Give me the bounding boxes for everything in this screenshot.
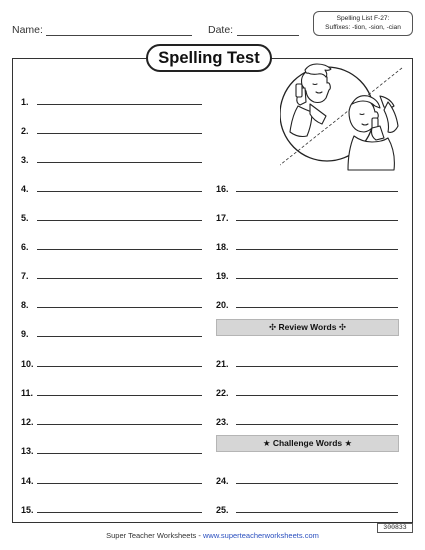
spelling-list-info — [313, 11, 413, 36]
left-answer-row — [21, 355, 202, 369]
right-answer-row — [216, 296, 398, 310]
page-title: Spelling Test — [146, 44, 272, 72]
right-answer-row — [216, 384, 398, 398]
answer-line[interactable] — [236, 366, 398, 367]
worksheet-code: 300833 — [377, 523, 413, 533]
item-number: 3. — [21, 155, 29, 165]
item-number: 5. — [21, 213, 29, 223]
left-answer-row — [21, 296, 202, 310]
answer-line[interactable] — [236, 249, 398, 250]
left-answer-row — [21, 267, 202, 281]
challenge-words-banner: ★ Challenge Words ★ — [216, 435, 399, 452]
left-answer-row — [21, 93, 202, 107]
answer-line[interactable] — [236, 512, 398, 513]
left-answer-row — [21, 180, 202, 194]
answer-line[interactable] — [37, 336, 202, 337]
answer-line[interactable] — [236, 220, 398, 221]
item-number: 16. — [216, 184, 229, 194]
answer-line[interactable] — [236, 424, 398, 425]
footer-text: Super Teacher Worksheets - — [106, 531, 203, 540]
answer-line[interactable] — [236, 483, 398, 484]
item-number: 8. — [21, 300, 29, 310]
item-number: 12. — [21, 417, 34, 427]
answer-line[interactable] — [37, 104, 202, 105]
item-number: 11. — [21, 388, 34, 398]
answer-line[interactable] — [37, 162, 202, 163]
answer-line[interactable] — [37, 249, 202, 250]
item-number: 9. — [21, 329, 29, 339]
footer — [0, 531, 425, 540]
left-answer-row — [21, 122, 202, 136]
name-label: Name: — [12, 24, 43, 36]
answer-line[interactable] — [37, 512, 202, 513]
item-number: 22. — [216, 388, 229, 398]
item-number: 14. — [21, 476, 34, 486]
answer-line[interactable] — [37, 220, 202, 221]
right-answer-row — [216, 180, 398, 194]
right-answer-row — [216, 413, 398, 427]
answer-line[interactable] — [37, 278, 202, 279]
item-number: 18. — [216, 242, 229, 252]
right-answer-row — [216, 267, 398, 281]
left-answer-row — [21, 238, 202, 252]
item-number: 10. — [21, 359, 34, 369]
item-number: 6. — [21, 242, 29, 252]
left-answer-row — [21, 209, 202, 223]
item-number: 21. — [216, 359, 229, 369]
date-label: Date: — [208, 24, 234, 36]
right-answer-row — [216, 501, 398, 515]
left-answer-row — [21, 413, 202, 427]
item-number: 4. — [21, 184, 29, 194]
list-info-line1: Spelling List F-27: — [336, 15, 390, 22]
left-answer-row — [21, 501, 202, 515]
list-info-line2: Suffixes: -tion, -sion, -cian — [325, 23, 401, 31]
left-answer-row — [21, 325, 202, 339]
left-answer-row — [21, 472, 202, 486]
item-number: 25. — [216, 505, 229, 515]
right-answer-row — [216, 209, 398, 223]
left-answer-row — [21, 151, 202, 165]
item-number: 23. — [216, 417, 229, 427]
answer-line[interactable] — [37, 191, 202, 192]
date-line[interactable] — [237, 35, 299, 36]
item-number: 19. — [216, 271, 229, 281]
item-number: 7. — [21, 271, 29, 281]
answer-line[interactable] — [37, 366, 202, 367]
right-answer-row — [216, 238, 398, 252]
item-number: 2. — [21, 126, 29, 136]
name-line[interactable] — [46, 35, 192, 36]
kids-on-phones-illustration — [280, 62, 412, 184]
item-number: 15. — [21, 505, 34, 515]
answer-line[interactable] — [236, 307, 398, 308]
answer-line[interactable] — [236, 395, 398, 396]
right-answer-row — [216, 472, 398, 486]
answer-line[interactable] — [37, 307, 202, 308]
item-number: 20. — [216, 300, 229, 310]
item-number: 1. — [21, 97, 29, 107]
right-answer-row — [216, 355, 398, 369]
answer-line[interactable] — [37, 133, 202, 134]
answer-line[interactable] — [37, 483, 202, 484]
item-number: 24. — [216, 476, 229, 486]
answer-line[interactable] — [236, 191, 398, 192]
review-words-banner: ✣ Review Words ✣ — [216, 319, 399, 336]
answer-line[interactable] — [236, 278, 398, 279]
answer-line[interactable] — [37, 424, 202, 425]
left-answer-row — [21, 442, 202, 456]
item-number: 17. — [216, 213, 229, 223]
answer-line[interactable] — [37, 453, 202, 454]
footer-url-link[interactable]: www.superteacherworksheets.com — [202, 531, 319, 540]
answer-line[interactable] — [37, 395, 202, 396]
left-answer-row — [21, 384, 202, 398]
item-number: 13. — [21, 446, 34, 456]
